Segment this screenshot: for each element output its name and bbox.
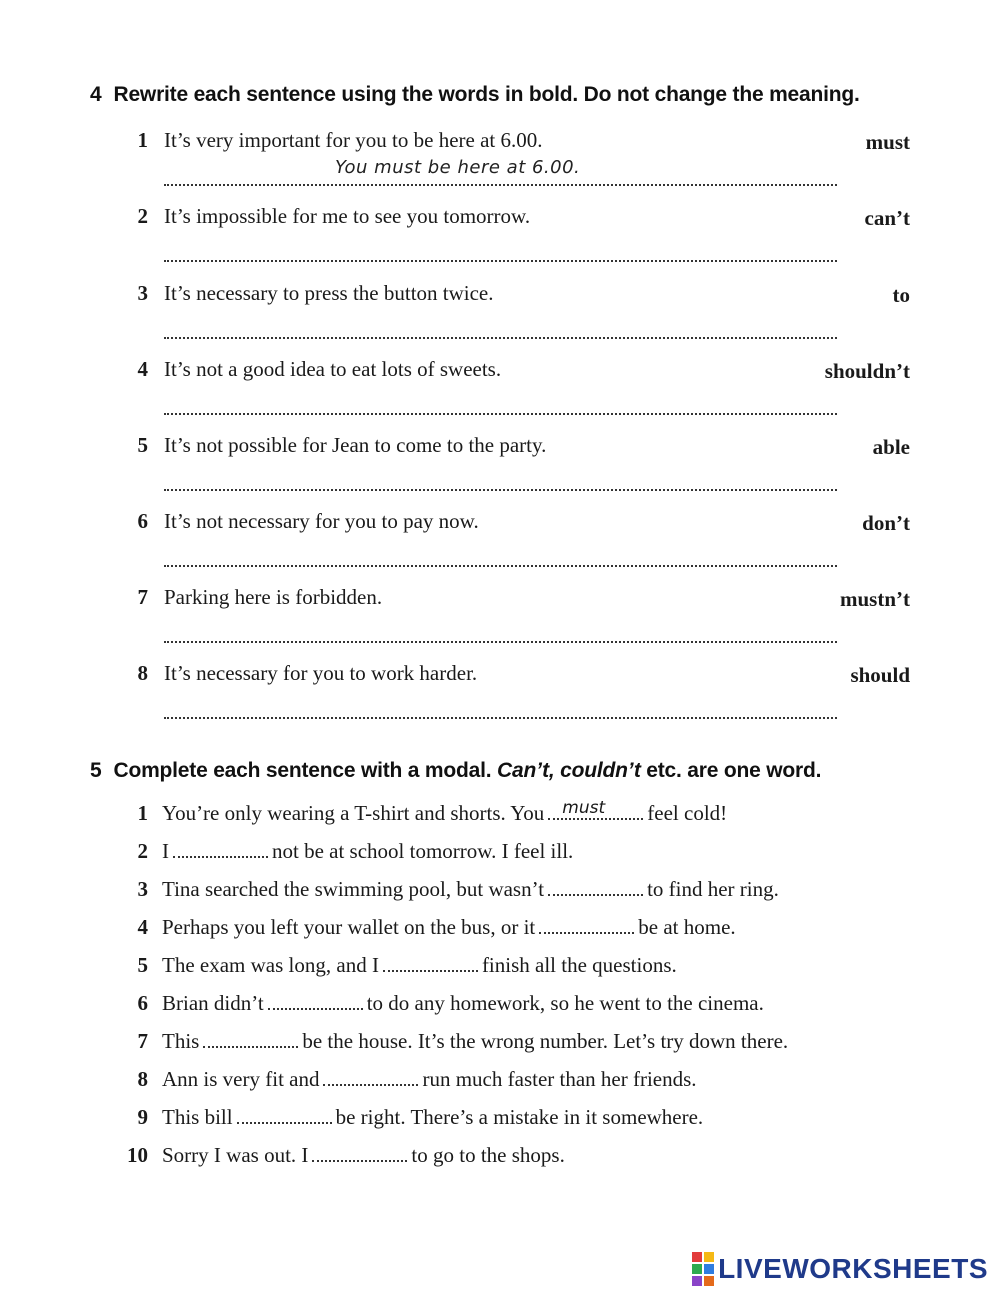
exercise-4-item bbox=[130, 357, 910, 433]
logo-square bbox=[704, 1252, 714, 1262]
exercise-4-item bbox=[130, 281, 910, 357]
exercise-5-heading bbox=[90, 759, 821, 783]
logo-square bbox=[692, 1264, 702, 1274]
sentence-before: I bbox=[162, 839, 169, 863]
item-number: 7 bbox=[137, 585, 148, 609]
sentence-before: Perhaps you left your wallet on the bus, or it bbox=[162, 915, 536, 939]
instruction-italic: Can’t, couldn’t bbox=[497, 759, 641, 782]
item-keyword: should bbox=[850, 663, 910, 687]
sentence-after: run much faster than her friends. bbox=[422, 1067, 697, 1091]
item-number: 9 bbox=[137, 1105, 148, 1129]
answer-blank[interactable] bbox=[383, 956, 478, 972]
item-number: 2 bbox=[137, 204, 148, 228]
item-number: 1 bbox=[137, 128, 148, 152]
sentence-after: finish all the questions. bbox=[481, 953, 677, 977]
answer-blank[interactable] bbox=[548, 880, 643, 896]
item-number: 6 bbox=[137, 509, 148, 533]
item-sentence: It’s not possible for Jean to come to the party. bbox=[164, 433, 547, 457]
instruction-start: Complete each sentence with a modal. bbox=[113, 759, 498, 782]
logo-square bbox=[692, 1276, 702, 1286]
item-number: 1 bbox=[137, 801, 148, 825]
item-number: 4 bbox=[137, 357, 148, 381]
sentence-after: feel cold! bbox=[647, 801, 728, 825]
exercise-4-item bbox=[130, 509, 910, 585]
item-sentence: It’s necessary to press the button twice. bbox=[164, 281, 494, 305]
item-number: 3 bbox=[137, 877, 148, 901]
exercise-4-item bbox=[130, 128, 910, 204]
item-number: 5 bbox=[137, 953, 148, 977]
exercise-5-item bbox=[120, 915, 736, 949]
exercise-4-heading bbox=[90, 83, 860, 107]
answer-text: You must be here at 6.00. bbox=[335, 157, 581, 178]
answer-blank[interactable] bbox=[268, 994, 363, 1010]
exercise-5-item bbox=[120, 953, 677, 987]
item-keyword: don’t bbox=[862, 511, 910, 535]
exercise-5-item bbox=[120, 1143, 565, 1177]
sentence-before: Brian didn’t bbox=[162, 991, 264, 1015]
sentence-before: This bill bbox=[162, 1105, 233, 1129]
answer-line[interactable] bbox=[164, 547, 837, 567]
answer-blank[interactable] bbox=[173, 842, 268, 858]
liveworksheets-logo bbox=[692, 1252, 988, 1286]
item-number: 6 bbox=[137, 991, 148, 1015]
answer-line[interactable] bbox=[164, 395, 837, 415]
item-sentence: It’s very important for you to be here at 6.00. bbox=[164, 128, 543, 152]
item-sentence: Parking here is forbidden. bbox=[164, 585, 383, 609]
instruction-end: etc. are one word. bbox=[640, 759, 822, 782]
exercise-5-item bbox=[120, 1105, 703, 1139]
answer-blank[interactable] bbox=[203, 1032, 298, 1048]
sentence-before: You’re only wearing a T-shirt and shorts. You bbox=[162, 801, 545, 825]
exercise-5-item bbox=[120, 798, 728, 835]
answer-line[interactable] bbox=[164, 242, 837, 262]
item-sentence: It’s necessary for you to work harder. bbox=[164, 661, 478, 685]
item-sentence: It’s not necessary for you to pay now. bbox=[164, 509, 479, 533]
answer-blank[interactable] bbox=[237, 1108, 332, 1124]
exercise-5-item bbox=[120, 1067, 697, 1101]
item-sentence: It’s impossible for me to see you tomorrow. bbox=[164, 204, 531, 228]
sentence-after: to go to the shops. bbox=[411, 1143, 565, 1167]
item-number: 3 bbox=[137, 281, 148, 305]
sentence-before: The exam was long, and I bbox=[162, 953, 379, 977]
item-keyword: able bbox=[872, 435, 910, 459]
exercise-5-item bbox=[120, 877, 779, 911]
exercise-number: 5 bbox=[90, 759, 102, 782]
item-sentence: It’s not a good idea to eat lots of sweets. bbox=[164, 357, 502, 381]
logo-square bbox=[692, 1252, 702, 1262]
answer-blank[interactable] bbox=[539, 918, 634, 934]
item-keyword: to bbox=[892, 283, 910, 307]
sentence-after: not be at school tomorrow. I feel ill. bbox=[272, 839, 574, 863]
item-keyword: shouldn’t bbox=[824, 359, 910, 383]
sentence-after: be the house. It’s the wrong number. Let’s try down there. bbox=[302, 1029, 789, 1053]
exercise-4-item bbox=[130, 433, 910, 509]
sentence-before: Tina searched the swimming pool, but wasn’t bbox=[162, 877, 545, 901]
item-number: 4 bbox=[137, 915, 148, 939]
answer-blank[interactable] bbox=[323, 1070, 418, 1086]
answer-line[interactable] bbox=[164, 699, 837, 719]
item-number: 10 bbox=[127, 1143, 148, 1167]
sentence-after: to find her ring. bbox=[647, 877, 779, 901]
sentence-before: This bbox=[162, 1029, 200, 1053]
item-keyword: must bbox=[865, 130, 910, 154]
item-number: 5 bbox=[137, 433, 148, 457]
exercise-5-item bbox=[120, 991, 764, 1025]
answer-blank[interactable] bbox=[548, 798, 643, 820]
brand-text: LIVEWORKSHEETS bbox=[718, 1253, 988, 1284]
item-keyword: mustn’t bbox=[839, 587, 910, 611]
logo-square bbox=[704, 1264, 714, 1274]
sentence-before: Ann is very fit and bbox=[162, 1067, 320, 1091]
exercise-4-item bbox=[130, 204, 910, 280]
sentence-after: be right. There’s a mistake in it somewhere. bbox=[335, 1105, 704, 1129]
item-number: 8 bbox=[137, 1067, 148, 1091]
item-number: 2 bbox=[137, 839, 148, 863]
exercise-4-item bbox=[130, 661, 910, 737]
item-number: 7 bbox=[137, 1029, 148, 1053]
answer-line[interactable] bbox=[164, 319, 837, 339]
logo-icon bbox=[692, 1252, 714, 1286]
exercise-5-item bbox=[120, 1029, 788, 1063]
exercise-number: 4 bbox=[90, 83, 102, 106]
answer-line[interactable] bbox=[164, 471, 837, 491]
exercise-4-item bbox=[130, 585, 910, 661]
sentence-after: to do any homework, so he went to the cinema. bbox=[366, 991, 764, 1015]
logo-square bbox=[704, 1276, 714, 1286]
exercise-instruction: Rewrite each sentence using the words in bold. Do not change the meaning. bbox=[113, 83, 860, 106]
item-keyword: can’t bbox=[864, 206, 910, 230]
sentence-after: be at home. bbox=[638, 915, 736, 939]
sentence-before: Sorry I was out. I bbox=[162, 1143, 309, 1167]
exercise-5-item bbox=[120, 839, 573, 873]
item-number: 8 bbox=[137, 661, 148, 685]
answer-blank[interactable] bbox=[312, 1146, 407, 1162]
blank-answer: must bbox=[562, 798, 606, 818]
answer-line[interactable] bbox=[164, 623, 837, 643]
